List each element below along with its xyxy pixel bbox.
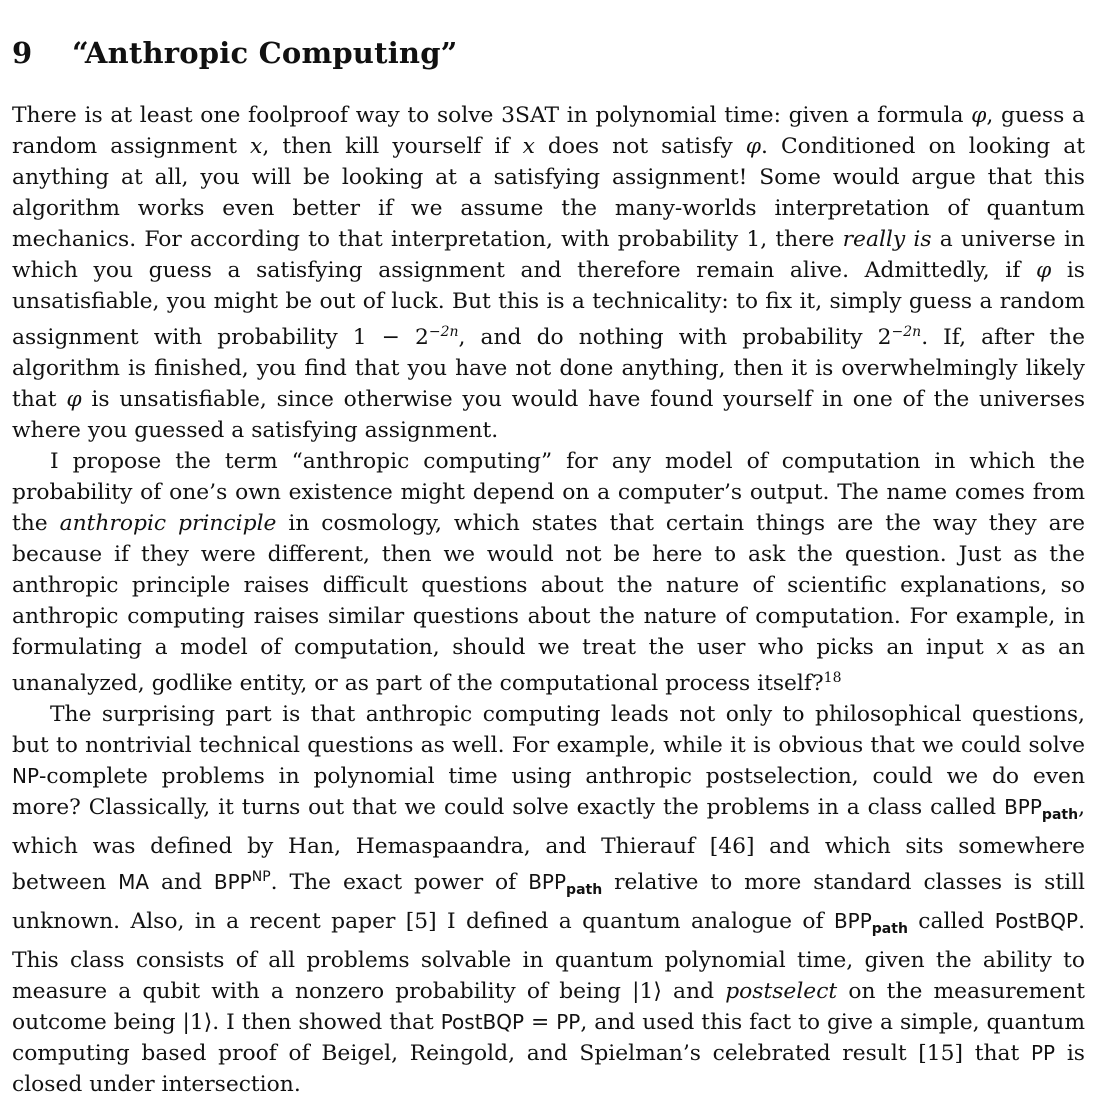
class-bpp-path: $BPP_{path}$ xyxy=(1004,795,1079,823)
section-title: “Anthropic Computing” xyxy=(72,36,458,70)
class-bpp-np: $BPP^{NP}$ xyxy=(213,869,271,894)
paragraph-1: There is at least one foolproof way to solve 3SAT in polynomial time: given a formula φ, guess a random assignment x, then kill yourself if x does not satisfy φ. Conditioned on looking at anything at all, you will be looking at a satisfying assignment! Some would argue that this algorithm works even better if we assume the many-worlds interpretation of quantum mechanics. For according to that interpretation, with probability 1, there really is a universe in which you guess a satisfying assignment and therefore remain alive. Admittedly, if φ is unsatisfiable, you might be out of luck. But this is a technicality: to fix it, simply guess a random assignment with probability $1 - 2^{-2n}$, and do nothing with probability $2^{-2n}$. If, after the algorithm is finished, you find that you have not done anything, then it is overwhelmingly likely that φ is unsatisfiable, since otherwise you would have found yourself in one of the universes where you guessed a satisfying assignment. xyxy=(12,103,1086,443)
emphasis-anthropic-principle: anthropic principle xyxy=(59,511,277,536)
paragraph-3: The surprising part is that anthropic computing leads not only to philosophical questions, but to nontrivial technical questions as well. For example, while it is obvious that we could solve NP-complete problems in polynomial time using anthropic postselection, could we do even more? Classically, it turns out that we could solve exactly the problems in a class called $BPP_{path}$, which was defined by Han, Hemaspaandra, and Thierauf [46] and which sits somewhere between MA and $BPP^{NP}$. The exact power of $BPP_{path}$ relative to more standard classes is still unknown. Also, in a recent paper [5] I defined a quantum analogue of $BPP_{path}$ called PostBQP. This class consists of all problems solvable in quantum polynomial time, given the ability to measure a qubit with a nonzero probability of being |1⟩ and postselect on the measurement outcome being |1⟩. I then showed that PostBQP = PP, and used this fact to give a simple, quantum computing based proof of Beigel, Reingold, and Spielman’s celebrated result [15] that PP is closed under intersection. xyxy=(12,702,1086,1097)
class-ma: MA xyxy=(118,870,149,894)
phi-symbol: φ xyxy=(971,103,987,128)
class-pp: PP xyxy=(556,1010,581,1034)
class-np: NP xyxy=(12,764,40,788)
emphasis-really-is: really is xyxy=(842,227,932,252)
section-number: 9 xyxy=(12,36,33,70)
emphasis-postselect: postselect xyxy=(725,979,838,1004)
paragraph-2: I propose the term “anthropic computing” for any model of computation in which the probability of one’s own existence might depend on a computer’s output. The name comes from the anthropic principle in cosmology, which states that certain things are the way they are because if they were different, then we would not be here to ask the question. Just as the anthropic principle raises difficult questions about the nature of scientific explanations, so anthropic computing raises similar questions about the nature of computation. For example, in formulating a model of computation, should we treat the user who picks an input x as an unanalyzed, godlike entity, or as part of the computational process itself?$^{18}$ xyxy=(12,449,1085,696)
footnote-marker: 18 xyxy=(823,670,842,686)
section-heading xyxy=(12,36,1085,70)
exponent: −2n xyxy=(428,324,459,340)
x-variable: x xyxy=(250,134,263,159)
class-postbqp: PostBQP xyxy=(994,909,1079,933)
